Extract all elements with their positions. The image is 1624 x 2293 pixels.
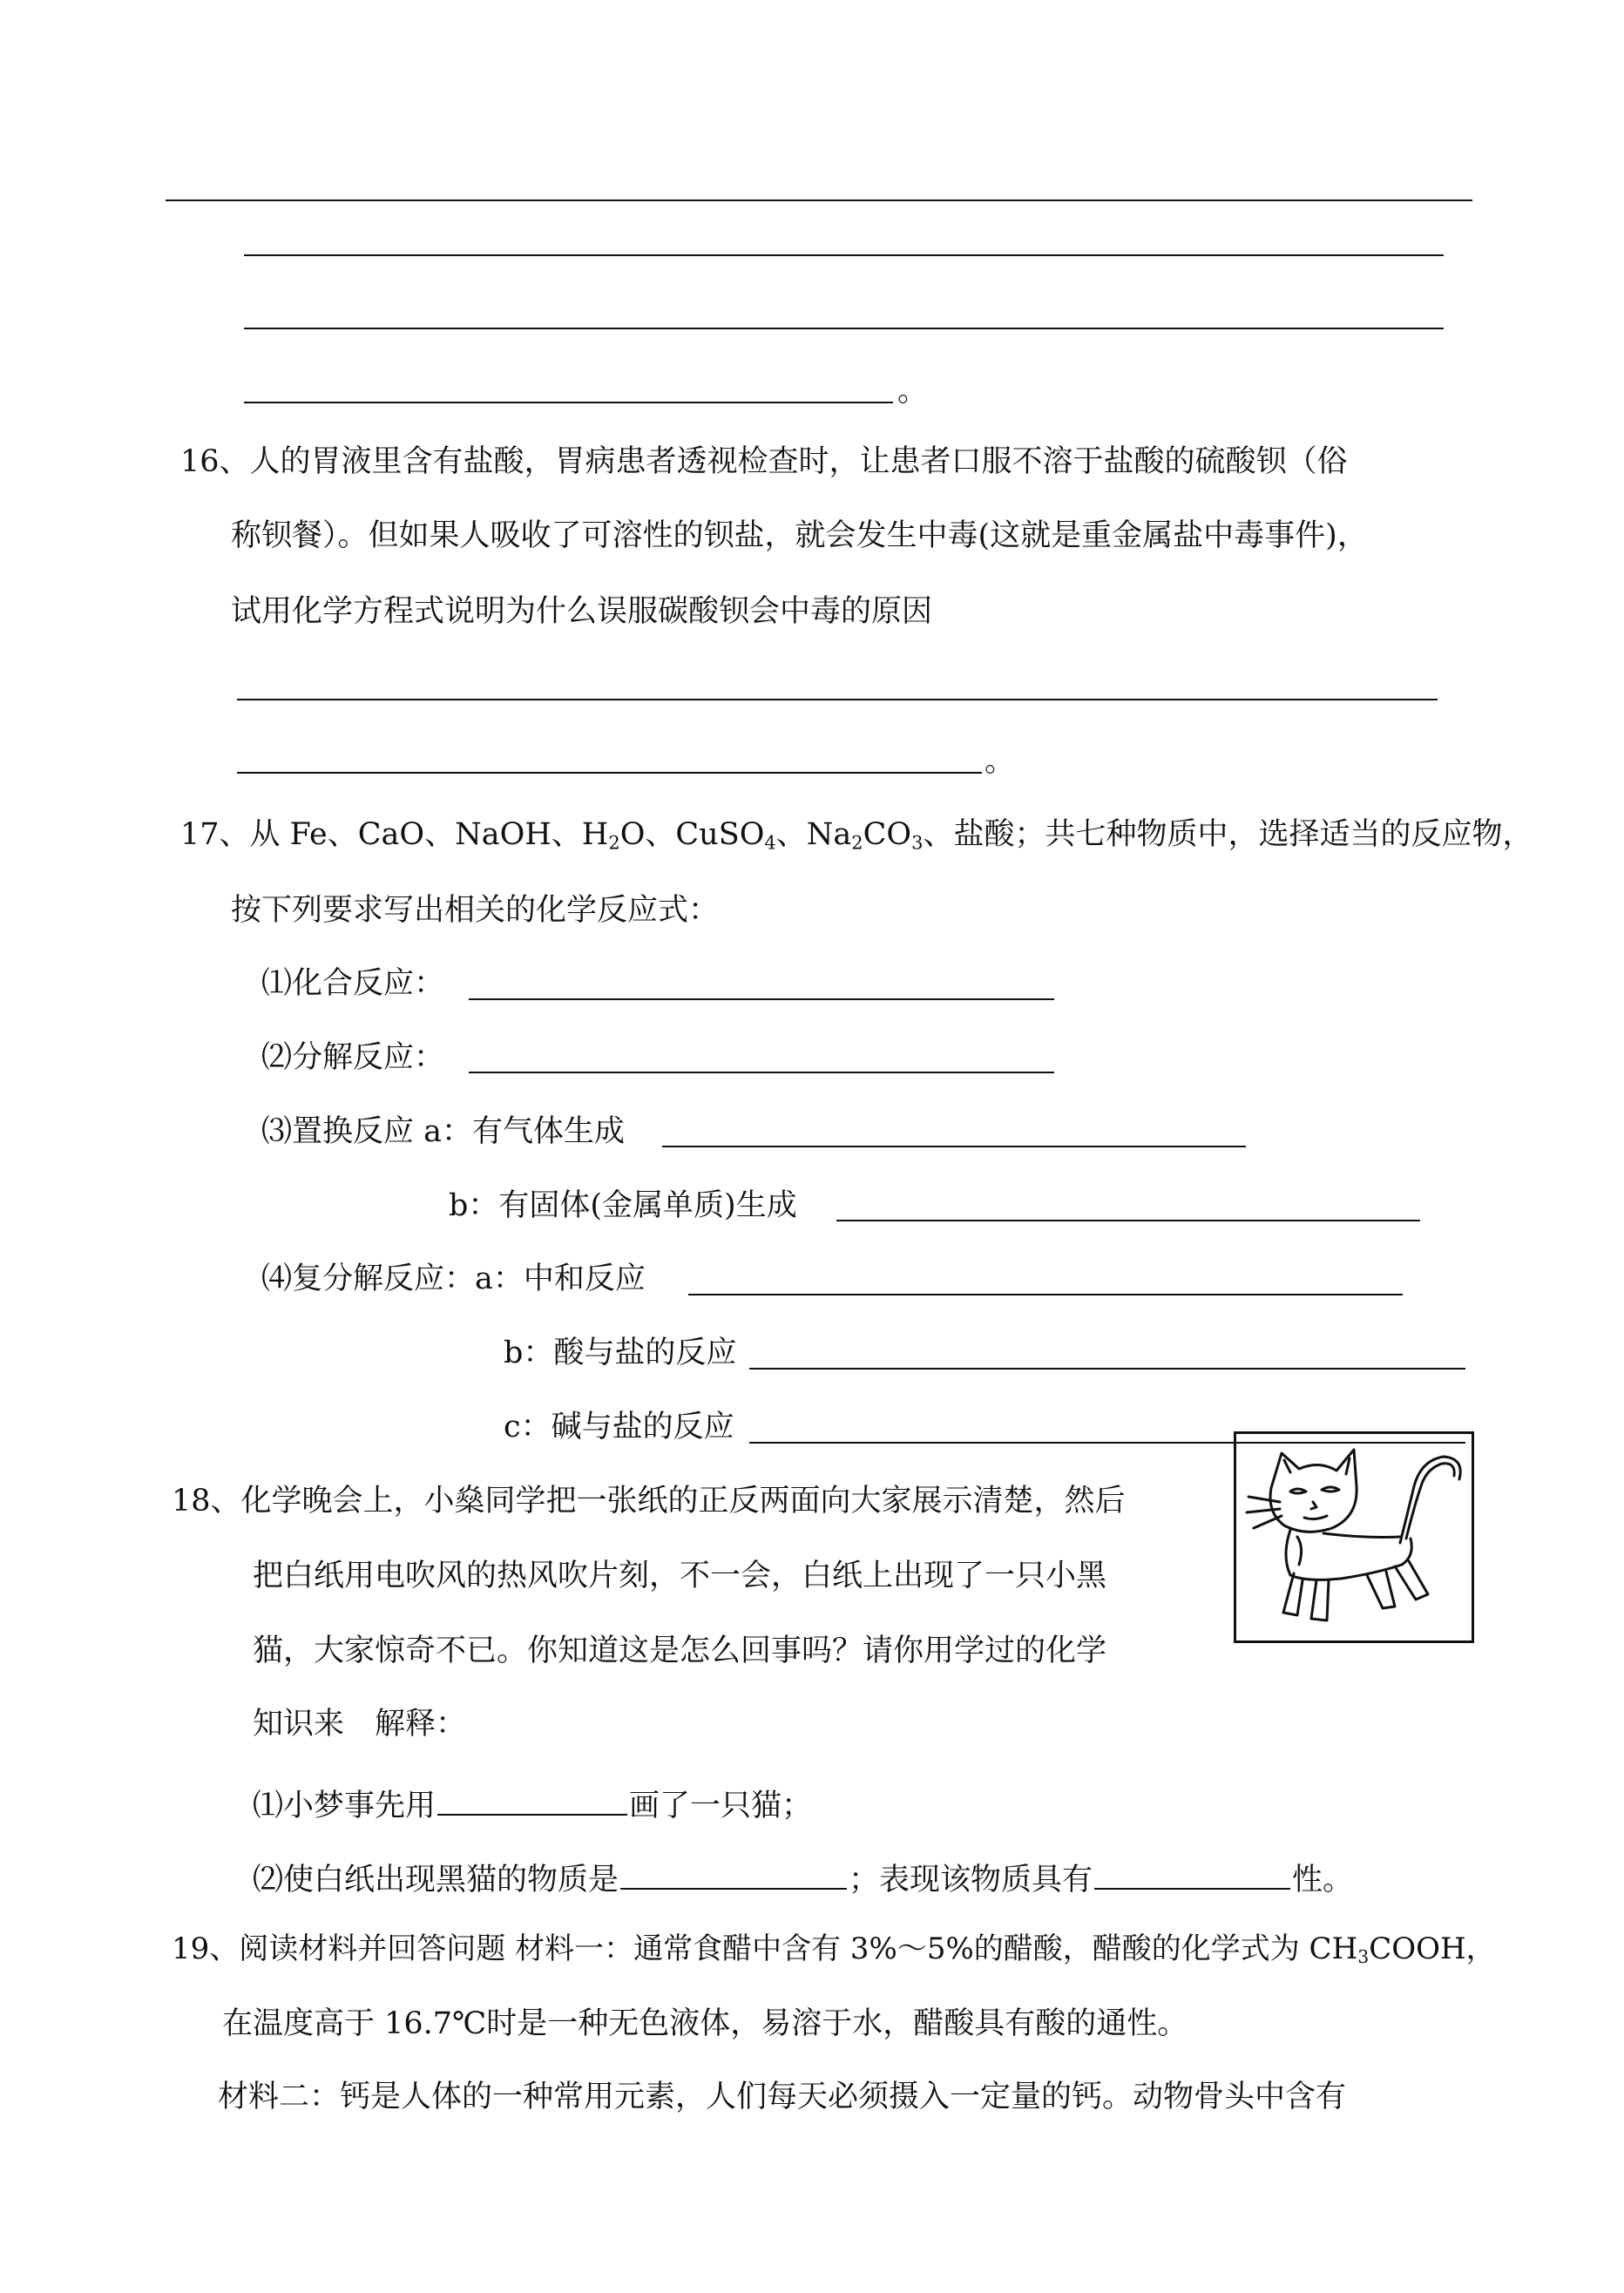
end-mark: 。 xyxy=(985,744,1016,779)
q17-item4c: c：碱与盐的反应 xyxy=(504,1410,734,1444)
q16-line1: 16、人的胃液里含有盐酸，胃病患者透视检查时，让患者口服不溶于盐酸的硫酸钡（俗 xyxy=(180,444,1348,479)
q18-line2: 把白纸用电吹风的热风吹片刻，不一会，白纸上出现了一只小黑 xyxy=(253,1559,1107,1593)
q19-line2: 在温度高于 16.7℃时是一种无色液体，易溶于水，醋酸具有酸的通性。 xyxy=(222,2006,1188,2041)
answer-line[interactable] xyxy=(749,1368,1465,1370)
cat-drawing-icon xyxy=(1236,1434,1472,1640)
q18-item2: ⑵使白纸出现黑猫的物质是 ；表现该物质具有 性。 xyxy=(253,1858,1353,1896)
answer-line[interactable] xyxy=(688,1294,1403,1295)
q16-line3: 试用化学方程式说明为什么误服碳酸钡会中毒的原因 xyxy=(231,594,933,629)
q17-item2: ⑵分解反应： xyxy=(261,1040,445,1075)
answer-line xyxy=(244,328,1444,329)
q19-line1: 19、阅读材料并回答问题 材料一：通常食醋中含有 3%～5%的醋酸，醋酸的化学式为 $CH_3COOH$， xyxy=(172,1931,1496,1968)
q17-item3b: b：有固体(金属单质)生成 xyxy=(449,1188,797,1223)
q17-item1: ⑴化合反应： xyxy=(261,966,445,1001)
cat-illustration-frame xyxy=(1234,1431,1474,1643)
answer-line[interactable] xyxy=(836,1220,1420,1221)
end-mark: 。 xyxy=(897,374,929,409)
answer-line xyxy=(166,200,1472,201)
blank-field[interactable] xyxy=(1094,1858,1290,1890)
answer-line[interactable] xyxy=(469,998,1054,1000)
answer-line[interactable] xyxy=(237,699,1438,700)
blank-field[interactable] xyxy=(620,1858,847,1890)
answer-line[interactable] xyxy=(662,1146,1246,1147)
answer-line xyxy=(244,402,893,403)
q18-line3: 猫，大家惊奇不已。你知道这是怎么回事吗？请你用学过的化学 xyxy=(253,1634,1107,1668)
q18-line4: 知识来 解释： xyxy=(253,1707,467,1742)
q17-line2: 按下列要求写出相关的化学反应式： xyxy=(231,893,720,928)
q17-item3a: ⑶置换反应 a：有气体生成 xyxy=(261,1114,625,1149)
answer-line xyxy=(244,254,1444,256)
q18-item1: ⑴小梦事先用 画了一只猫； xyxy=(253,1784,812,1822)
answer-line[interactable] xyxy=(469,1072,1054,1073)
answer-line[interactable] xyxy=(237,772,982,774)
q18-line1: 18、化学晚会上，小燊同学把一张纸的正反两面向大家展示清楚，然后 xyxy=(172,1484,1126,1519)
blank-field[interactable] xyxy=(437,1784,627,1816)
q19-line3: 材料二：钙是人体的一种常用元素，人们每天必须摄入一定量的钙。动物骨头中含有 xyxy=(218,2080,1347,2114)
q17-line1: 17、从 Fe、CaO、NaOH、$H_2O$、CuSO$_4$、$Na_2CO_3$、盐酸；共七种物质中，选择适当的反应物， xyxy=(180,817,1533,854)
q16-line2: 称钡餐）。但如果人吸收了可溶性的钡盐，就会发生中毒(这就是重金属盐中毒事件)， xyxy=(231,518,1368,553)
q17-item4a: ⑷复分解反应：a：中和反应 xyxy=(261,1261,646,1296)
q17-item4b: b：酸与盐的反应 xyxy=(504,1336,737,1370)
